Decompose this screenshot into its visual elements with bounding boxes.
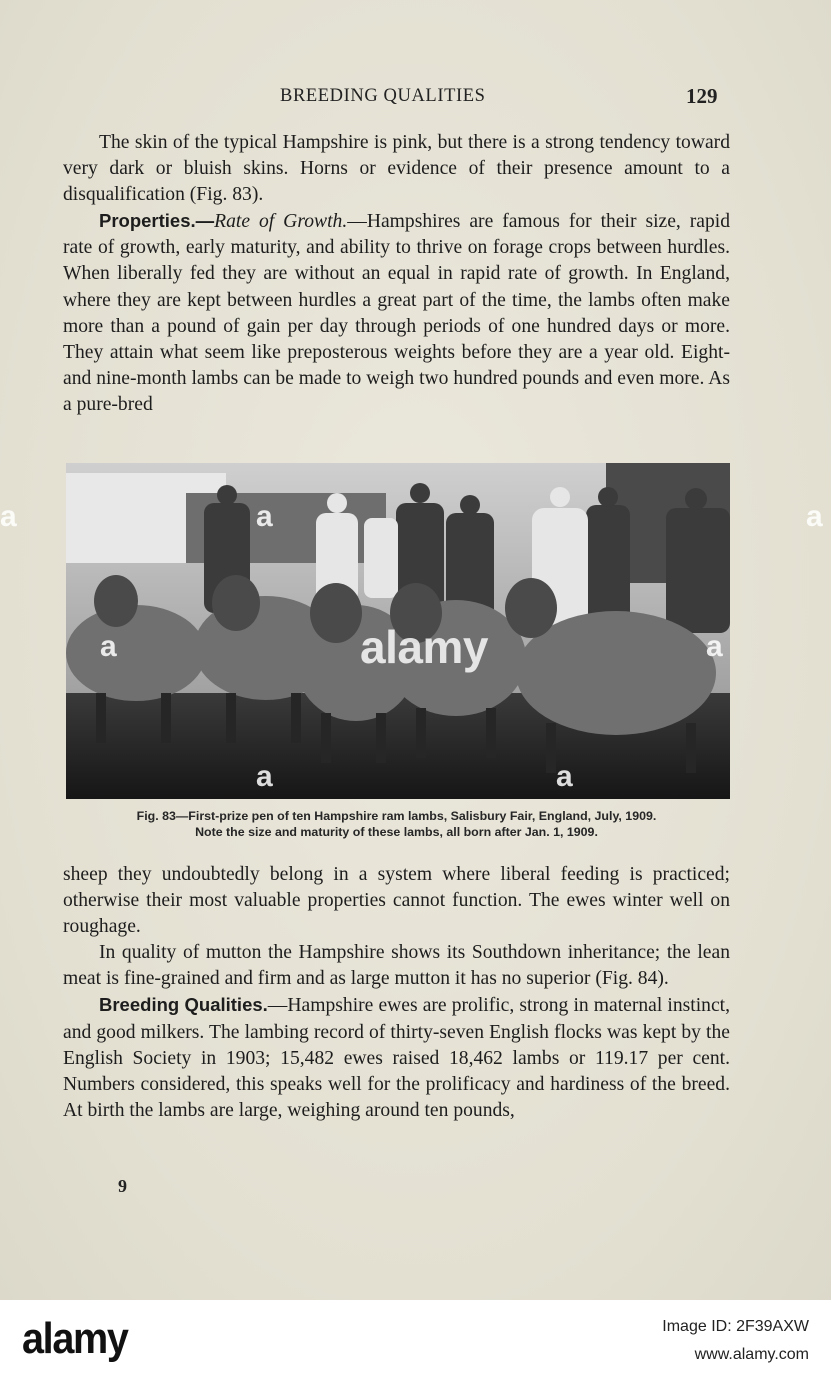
alamy-logo: alamy bbox=[22, 1314, 128, 1363]
running-head bbox=[0, 84, 831, 112]
caption-line-2: Note the size and maturity of these lambs, all born after Jan. 1, 1909. bbox=[195, 825, 598, 839]
watermark-glyph: a bbox=[0, 500, 17, 533]
section-heading-breeding: Breeding Qualities. bbox=[99, 994, 268, 1016]
watermark-glyph: a bbox=[256, 500, 273, 533]
watermark-glyph: a bbox=[706, 630, 723, 663]
section-heading-properties: Properties.— bbox=[99, 210, 215, 232]
image-id: Image ID: 2F39AXW bbox=[662, 1318, 809, 1335]
subheading-rate-of-growth: Rate of Growth. bbox=[214, 211, 348, 233]
text-block-bottom bbox=[63, 862, 730, 1124]
stock-footer bbox=[0, 1300, 831, 1390]
site-url: www.alamy.com bbox=[694, 1346, 809, 1363]
watermark-glyph: a bbox=[806, 500, 823, 533]
watermark-glyph: a bbox=[100, 630, 117, 663]
paragraph-sheep-continued: sheep they undoubtedly belong in a system where liberal feeding is practiced; otherwise their most valuable properties cannot function. The ewes winter well on roughage. bbox=[63, 864, 730, 938]
paragraph-properties bbox=[63, 208, 730, 418]
properties-body: —Hampshires are famous for their size, rapid rate of growth, early maturity, and ability to thrive on forage crops between hurdles. When liberally fed they are without an equal in rapid rate of growth. In England, where they are kept between hurdles a great part of the time, the lambs often make more than a pound of gain per day through periods of one hundred days or more. They attain what seem like preposterous weights before they are a year old. Eight- and nine-month lambs can be made to weigh two hundred pounds and even more. As a pure-bred bbox=[63, 211, 730, 415]
caption-line-1: Fig. 83—First-prize pen of ten Hampshire ram lambs, Salisbury Fair, England, July, 1909. bbox=[136, 809, 657, 823]
watermark-center: alamy bbox=[360, 621, 488, 673]
breeding-body: —Hampshire ewes are prolific, strong in maternal instinct, and good milkers. The lambing record of thirty-seven English flocks was kept by the English Society in 1903; 15,482 ewes raised 18,462 lambs or 119.17 per cent. Numbers considered, this speaks well for the prolificacy and hardiness of the breed. At birth the lambs are large, weighing around ten pounds, bbox=[63, 995, 730, 1121]
watermark-glyph: a bbox=[256, 760, 273, 793]
paragraph-skin: The skin of the typical Hampshire is pink, but there is a strong tendency toward very dark or bluish skins. Horns or evidence of their presence amount to a disqualification (Fig. 83). bbox=[63, 132, 730, 206]
paragraph-mutton: In quality of mutton the Hampshire shows its Southdown inheritance; the lean meat is fine-grained and firm and as large mutton it has no superior (Fig. 84). bbox=[63, 942, 730, 990]
text-block-top bbox=[63, 130, 730, 418]
figure-caption bbox=[63, 808, 730, 840]
paragraph-breeding bbox=[63, 992, 730, 1123]
page-number: 129 bbox=[686, 84, 718, 108]
running-head-title: BREEDING QUALITIES bbox=[280, 86, 486, 106]
signature-mark: 9 bbox=[118, 1176, 127, 1196]
watermark-glyph: a bbox=[556, 760, 573, 793]
